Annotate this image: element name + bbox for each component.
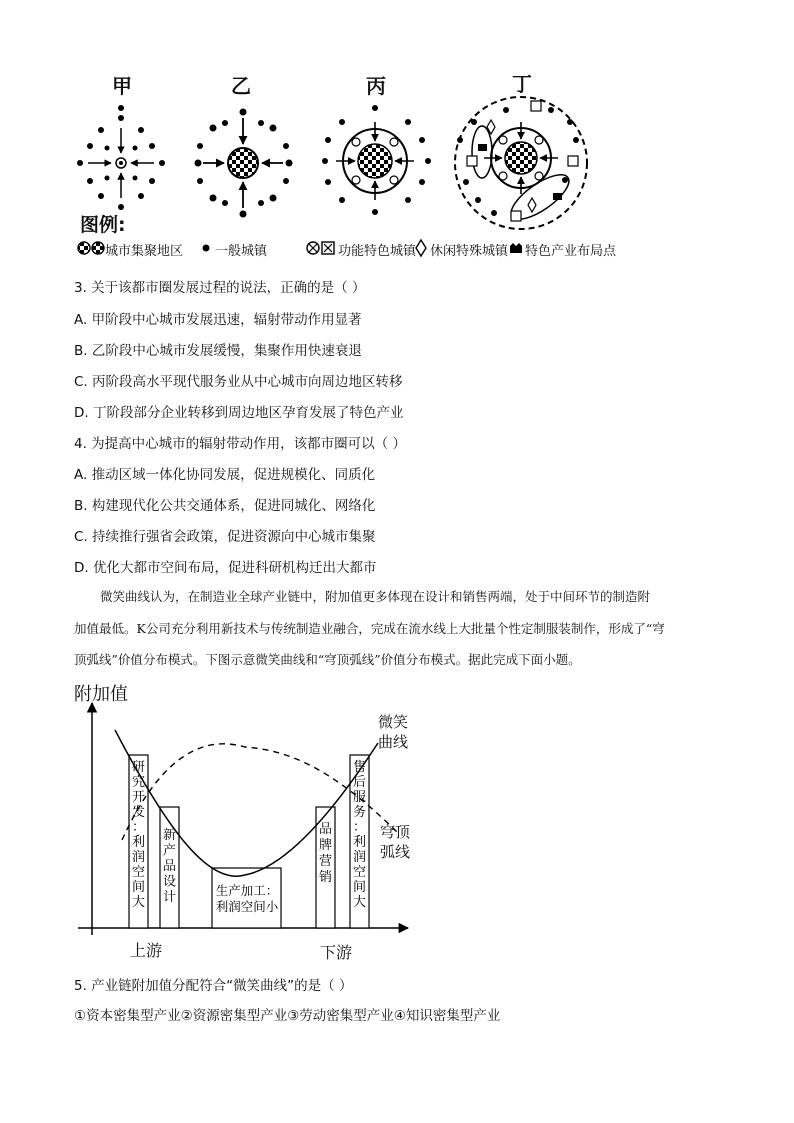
stage-label-bing: 丙 bbox=[366, 74, 386, 98]
after-sales-label-char: ： bbox=[352, 820, 367, 835]
research-label-char: 润 bbox=[131, 850, 146, 865]
q3-stem: 3. 关于该都市圈发展过程的说法，正确的是（ ） bbox=[74, 280, 366, 296]
branding-label-char: 营 bbox=[318, 854, 333, 869]
bar-production bbox=[212, 868, 281, 928]
x-start-label: 上游 bbox=[130, 941, 163, 960]
after-sales-label-char: 润 bbox=[352, 850, 367, 865]
after-sales-label-char: 服 bbox=[352, 790, 367, 805]
research-label-char: 究 bbox=[131, 775, 146, 790]
smile-curve-label-line-2: 曲线 bbox=[378, 733, 409, 751]
legend-leisure-town: 休闲特殊城镇 bbox=[430, 244, 509, 259]
research-label-char: 开 bbox=[131, 790, 146, 805]
metro-core-icons bbox=[78, 242, 104, 254]
legend-industry-site: 特色产业布局点 bbox=[525, 244, 617, 259]
stage-label-ding: 丁 bbox=[512, 72, 532, 96]
after-sales-label-char: 后 bbox=[352, 775, 367, 790]
passage-line-1: 微笑曲线认为，在制造业全球产业链中，附加值更多体现在设计和销售两端，处于中间环节的制造附 bbox=[100, 589, 651, 604]
q5-options: ①资本密集型产业②资源密集型产业③劳动密集型产业④知识密集型产业 bbox=[74, 1008, 501, 1024]
after-sales-label-char: 空 bbox=[352, 865, 367, 880]
design-label-char: 计 bbox=[162, 890, 177, 905]
stage-ding-diagram bbox=[455, 97, 587, 229]
q4-option-b: B. 构建现代化公共交通体系，促进同城化、网络化 bbox=[74, 498, 376, 514]
research-label-char: 空 bbox=[131, 865, 146, 880]
smile-curve-label-line-1: 微笑 bbox=[378, 713, 409, 731]
q3-option-b: B. 乙阶段中心城市发展缓慢，集聚作用快速衰退 bbox=[74, 343, 362, 359]
stage-jia-diagram bbox=[77, 105, 165, 210]
legend-metro-core: 城市集聚地区 bbox=[105, 244, 184, 259]
research-label-char: 发 bbox=[131, 805, 146, 820]
chart-ylabel: 附加值 bbox=[74, 684, 128, 705]
research-label-char: 大 bbox=[131, 895, 146, 910]
dome-arc-label-line-2: 弧线 bbox=[380, 843, 411, 861]
diamond-icon bbox=[416, 240, 426, 256]
industry-site-icon bbox=[510, 243, 522, 253]
after-sales-label-char: 利 bbox=[352, 835, 367, 850]
dome-arc-label-line-1: 穹顶 bbox=[380, 823, 411, 841]
branding-label-char: 品 bbox=[318, 822, 333, 837]
legend-functional-town: 功能特色城镇 bbox=[338, 244, 417, 259]
after-sales-label-char: 大 bbox=[352, 895, 367, 910]
q4-option-a: A. 推动区域一体化协同发展，促进规模化、同质化 bbox=[74, 467, 376, 483]
x-end-label: 下游 bbox=[320, 943, 353, 962]
stage-yi-diagram bbox=[195, 109, 293, 218]
production-label-line-2: 利润空间小 bbox=[215, 899, 279, 914]
legend-ordinary-town: 一般城镇 bbox=[215, 244, 268, 259]
q3-option-a: A. 甲阶段中心城市发展迅速，辐射带动作用显著 bbox=[74, 312, 362, 328]
design-label-char: 新 bbox=[162, 828, 177, 843]
dome-arc-label bbox=[380, 822, 410, 862]
stage-label-yi: 乙 bbox=[231, 74, 251, 98]
passage-line-3: 顶弧线”价值分布模式。下图示意微笑曲线和“穹顶弧线”价值分布模式。据此完成下面小题。 bbox=[74, 652, 581, 667]
stage-label-jia: 甲 bbox=[112, 74, 132, 98]
branding-label-char: 销 bbox=[318, 870, 333, 885]
q3-option-c: C. 丙阶段高水平现代服务业从中心城市向周边地区转移 bbox=[74, 374, 403, 390]
smile-curve-label bbox=[378, 712, 408, 752]
smile-curve bbox=[115, 730, 378, 876]
design-label-char: 设 bbox=[162, 874, 177, 890]
legend-title: 图例: bbox=[80, 214, 126, 236]
design-label-char: 产 bbox=[162, 843, 177, 859]
q4-option-d: D. 优化大都市空间布局，促进科研机构迁出大都市 bbox=[74, 560, 377, 576]
q5-stem: 5. 产业链附加值分配符合“微笑曲线”的是（ ） bbox=[74, 978, 353, 994]
research-label-char: 研 bbox=[131, 760, 146, 775]
stage-bing-diagram bbox=[322, 105, 431, 215]
research-label-char: 利 bbox=[131, 835, 146, 850]
research-label-char: ： bbox=[131, 820, 146, 835]
production-label-line-1: 生产加工： bbox=[215, 883, 279, 898]
functional-town-icons bbox=[307, 242, 334, 254]
q3-option-d: D. 丁阶段部分企业转移到周边地区孕育发展了特色产业 bbox=[74, 405, 404, 421]
research-label-char: 间 bbox=[131, 880, 146, 895]
passage-line-2: 加值最低。K公司充分利用新技术与传统制造业融合，完成在流水线上大批量个性定制服装制作，形成了“穹 bbox=[74, 621, 665, 636]
q4-option-c: C. 持续推行强省会政策，促进资源向中心城市集聚 bbox=[74, 529, 376, 545]
q4-stem: 4. 为提高中心城市的辐射带动作用，该都市圈可以（ ） bbox=[74, 436, 406, 452]
after-sales-label-char: 间 bbox=[352, 880, 367, 895]
dot-icon bbox=[203, 245, 210, 252]
design-label-char: 品 bbox=[162, 859, 177, 874]
after-sales-label-char: 售 bbox=[352, 760, 367, 775]
branding-label-char: 牌 bbox=[318, 838, 333, 853]
after-sales-label-char: 务 bbox=[352, 805, 367, 820]
